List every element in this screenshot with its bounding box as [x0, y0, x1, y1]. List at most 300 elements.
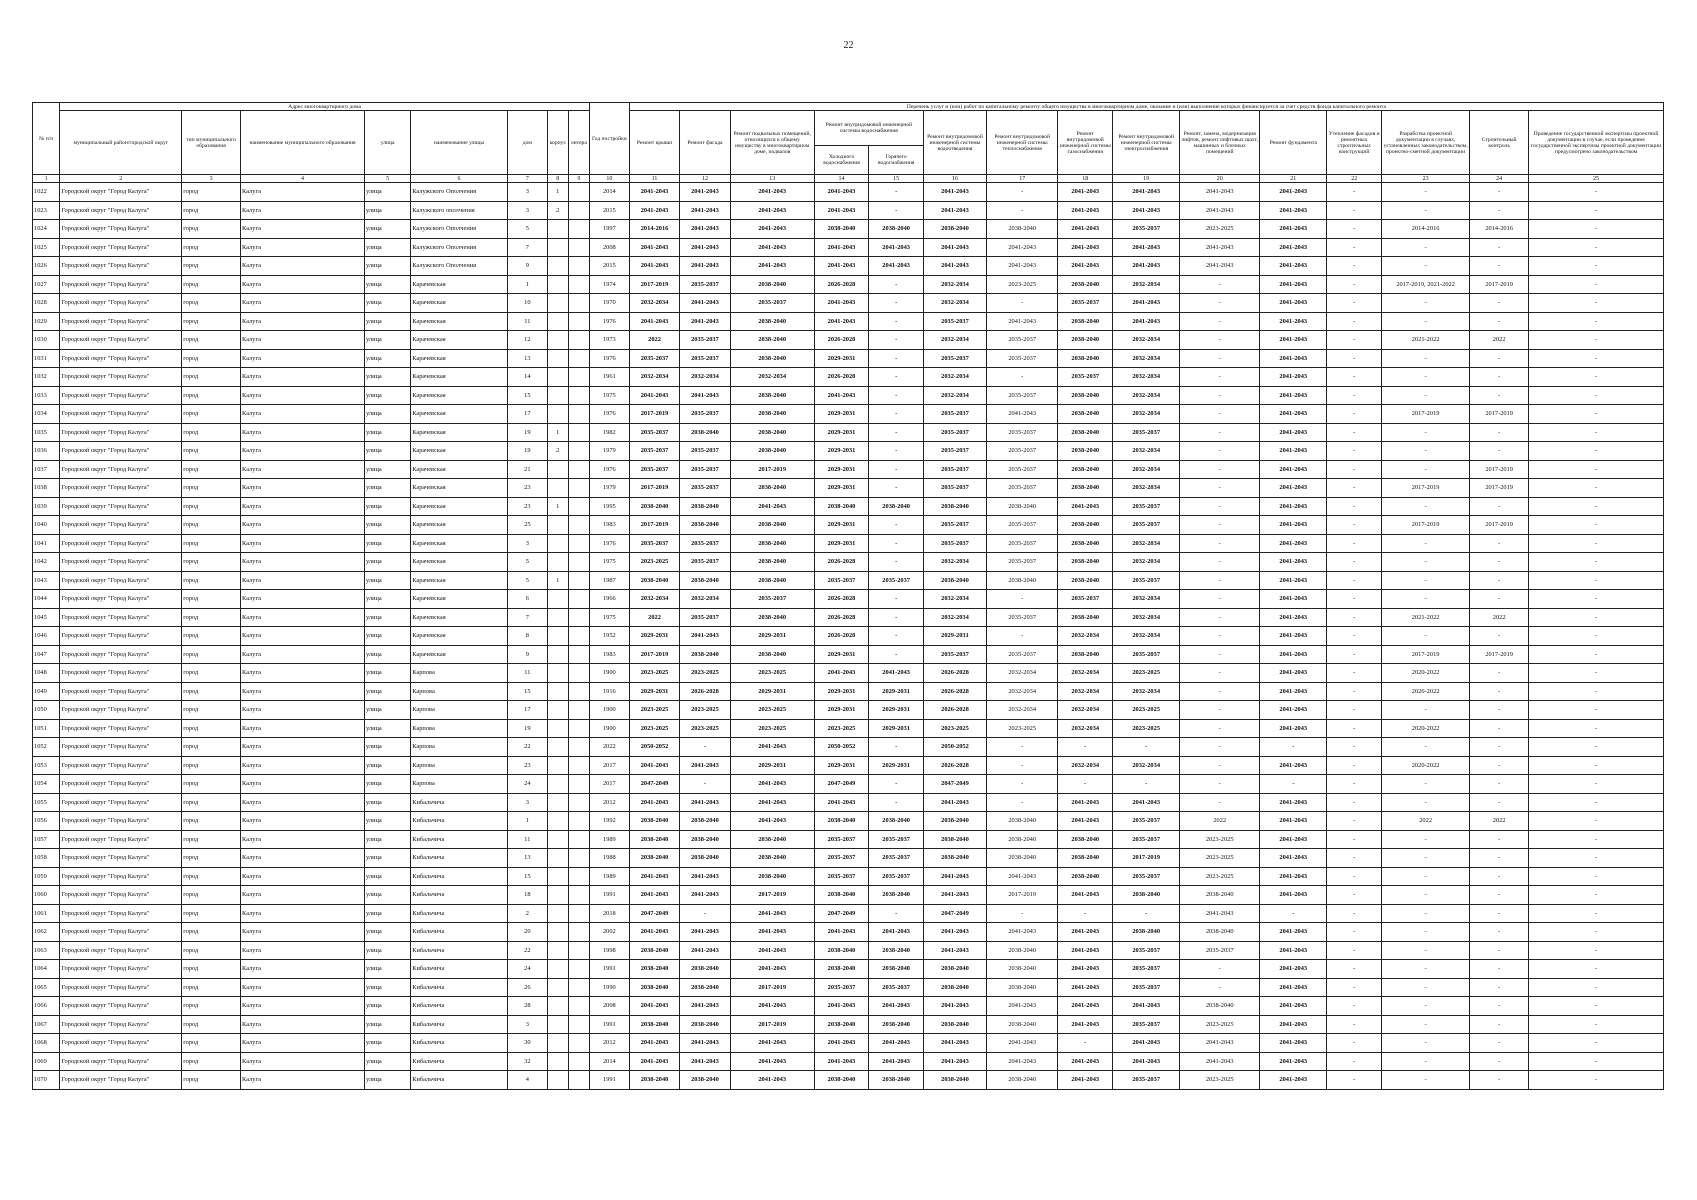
- table-cell: 19: [507, 442, 547, 461]
- table-cell: 2029-2031: [869, 701, 924, 720]
- table-cell: 2041-2043: [1113, 312, 1180, 331]
- table-cell: 2017-2019: [1470, 405, 1529, 424]
- table-cell: 3: [507, 1015, 547, 1034]
- table-cell: -: [987, 368, 1058, 387]
- table-cell: [547, 460, 568, 479]
- column-number: 17: [987, 175, 1058, 183]
- table-cell: -: [1113, 738, 1180, 757]
- table-cell: 2041-2043: [680, 386, 730, 405]
- table-cell: [568, 312, 589, 331]
- table-cell: 2038-2040: [923, 497, 986, 516]
- table-cell: [547, 627, 568, 646]
- table-cell: 2014-2016: [1382, 220, 1470, 239]
- table-cell: [547, 349, 568, 368]
- table-cell: 2035-2037: [680, 405, 730, 424]
- table-cell: 2041-2043: [730, 238, 814, 257]
- table-cell: 2041-2043: [869, 923, 924, 942]
- table-cell: 2035-2037: [987, 386, 1058, 405]
- table-cell: город: [182, 719, 241, 738]
- table-cell: 2041-2043: [629, 793, 679, 812]
- table-cell: -: [1529, 516, 1664, 535]
- table-cell: 2032-2034: [1113, 405, 1180, 424]
- table-cell: [568, 701, 589, 720]
- table-row: [33, 497, 1664, 516]
- table-cell: 1050: [33, 701, 60, 720]
- table-cell: [568, 627, 589, 646]
- table-cell: 2035-2037: [629, 442, 679, 461]
- table-cell: 4: [507, 1071, 547, 1090]
- table-cell: 2038-2040: [680, 978, 730, 997]
- table-cell: город: [182, 756, 241, 775]
- table-cell: 2041-2043: [680, 238, 730, 257]
- table-cell: -: [1180, 793, 1260, 812]
- table-cell: 2041-2043: [1113, 997, 1180, 1016]
- table-cell: 5: [507, 220, 547, 239]
- column-number: 11: [629, 175, 679, 183]
- table-cell: 2035-2037: [923, 479, 986, 498]
- table-cell: город: [182, 627, 241, 646]
- table-cell: город: [182, 590, 241, 609]
- table-cell: 2014: [589, 1052, 629, 1071]
- table-cell: -: [1470, 701, 1529, 720]
- table-cell: 2041-2043: [680, 201, 730, 220]
- table-row: [33, 904, 1664, 923]
- table-cell: 2029-2031: [814, 756, 869, 775]
- table-cell: -: [869, 516, 924, 535]
- table-cell: 2038-2040: [987, 849, 1058, 868]
- table-cell: улица: [364, 645, 410, 664]
- table-cell: город: [182, 238, 241, 257]
- table-cell: -: [1529, 830, 1664, 849]
- table-cell: 1055: [33, 793, 60, 812]
- table-cell: Калуга: [241, 701, 365, 720]
- table-cell: Карачевская: [411, 516, 508, 535]
- table-cell: 2038-2040: [730, 867, 814, 886]
- table-cell: [547, 682, 568, 701]
- table-cell: 2041-2043: [629, 1052, 679, 1071]
- table-row: [33, 775, 1664, 794]
- table-cell: -: [1180, 442, 1260, 461]
- table-cell: [568, 331, 589, 350]
- table-cell: 2041-2043: [1260, 867, 1327, 886]
- table-cell: 2038-2040: [1058, 849, 1113, 868]
- table-cell: 2047-2049: [923, 904, 986, 923]
- table-cell: Городской округ "Город Калуга": [60, 553, 182, 572]
- table-cell: 2041-2043: [680, 1052, 730, 1071]
- table-cell: -: [1529, 1071, 1664, 1090]
- table-cell: -: [1382, 460, 1470, 479]
- table-row: [33, 368, 1664, 387]
- table-cell: 2041-2043: [730, 793, 814, 812]
- table-cell: 2022: [1470, 812, 1529, 831]
- table-cell: -: [987, 904, 1058, 923]
- header-drainage: Ремонт внутридомовой инженерной системы водоотведения: [923, 111, 986, 175]
- table-cell: 2038-2040: [987, 1071, 1058, 1090]
- table-cell: 11: [507, 312, 547, 331]
- table-cell: Городской округ "Город Калуга": [60, 257, 182, 276]
- table-cell: 1976: [589, 405, 629, 424]
- table-cell: город: [182, 738, 241, 757]
- table-cell: 1030: [33, 331, 60, 350]
- table-cell: -: [1327, 941, 1382, 960]
- table-cell: -: [869, 608, 924, 627]
- table-cell: 1: [547, 497, 568, 516]
- table-cell: 2023-2025: [1113, 719, 1180, 738]
- table-cell: 2041-2043: [923, 867, 986, 886]
- column-number: 7: [507, 175, 547, 183]
- table-cell: улица: [364, 812, 410, 831]
- table-cell: -: [869, 553, 924, 572]
- table-cell: -: [1180, 627, 1260, 646]
- table-cell: -: [869, 534, 924, 553]
- table-cell: 2035-2037: [987, 460, 1058, 479]
- table-cell: Городской округ "Город Калуга": [60, 460, 182, 479]
- table-cell: 2035-2037: [987, 516, 1058, 535]
- table-cell: 2041-2043: [923, 201, 986, 220]
- table-cell: 2041-2043: [730, 960, 814, 979]
- table-cell: Калуга: [241, 220, 365, 239]
- table-cell: 2029-2031: [629, 627, 679, 646]
- table-row: [33, 941, 1664, 960]
- table-cell: город: [182, 460, 241, 479]
- table-cell: 12: [507, 331, 547, 350]
- table-cell: 2035-2037: [629, 423, 679, 442]
- table-cell: 2038-2040: [814, 1015, 869, 1034]
- table-cell: -: [1327, 220, 1382, 239]
- table-cell: 2035-2037: [1058, 294, 1113, 313]
- table-cell: -: [1180, 682, 1260, 701]
- table-cell: 2032-2034: [923, 294, 986, 313]
- table-row: [33, 1034, 1664, 1053]
- header-insulation: Утепление фасадов и ремонтных строительных конструкций: [1327, 111, 1382, 175]
- header-design-docs: Разработка проектной документации в случаях, установленных законодательством, проектно-сметной документации: [1382, 111, 1470, 175]
- table-cell: 2041-2043: [1180, 201, 1260, 220]
- table-cell: 2035-2037: [987, 479, 1058, 498]
- header-korpus: корпус: [547, 111, 568, 175]
- table-cell: -: [987, 294, 1058, 313]
- table-cell: 3: [507, 183, 547, 202]
- table-cell: 2017-2019: [987, 886, 1058, 905]
- table-cell: -: [1529, 960, 1664, 979]
- table-cell: город: [182, 220, 241, 239]
- table-cell: 2041-2043: [869, 664, 924, 683]
- table-cell: Городской округ "Город Калуга": [60, 294, 182, 313]
- table-cell: -: [1382, 349, 1470, 368]
- table-cell: -: [1529, 1015, 1664, 1034]
- table-cell: 2041-2043: [1260, 1052, 1327, 1071]
- table-cell: -: [1180, 497, 1260, 516]
- table-cell: [568, 904, 589, 923]
- table-cell: -: [1470, 571, 1529, 590]
- table-cell: Карачевская: [411, 497, 508, 516]
- table-cell: Калуга: [241, 386, 365, 405]
- table-cell: 2041-2043: [1113, 257, 1180, 276]
- table-cell: улица: [364, 793, 410, 812]
- table-cell: [568, 571, 589, 590]
- table-cell: 9: [507, 257, 547, 276]
- table-cell: Карачевская: [411, 294, 508, 313]
- table-cell: 2041-2043: [923, 793, 986, 812]
- table-cell: 1061: [33, 904, 60, 923]
- table-cell: 2014-2016: [1470, 220, 1529, 239]
- table-cell: Калуга: [241, 1071, 365, 1090]
- table-cell: 2038-2040: [987, 960, 1058, 979]
- table-cell: [547, 664, 568, 683]
- table-cell: 17: [507, 701, 547, 720]
- table-cell: -: [1470, 756, 1529, 775]
- table-cell: 2041-2043: [730, 1052, 814, 1071]
- table-cell: 1047: [33, 645, 60, 664]
- table-cell: -: [869, 460, 924, 479]
- table-cell: 2038-2040: [987, 1015, 1058, 1034]
- table-cell: 2008: [589, 997, 629, 1016]
- table-cell: 2041-2043: [730, 941, 814, 960]
- table-cell: 2038-2040: [730, 534, 814, 553]
- table-cell: -: [1382, 238, 1470, 257]
- table-cell: 3: [507, 534, 547, 553]
- table-cell: 2032-2034: [923, 368, 986, 387]
- table-cell: [568, 220, 589, 239]
- table-cell: -: [1327, 349, 1382, 368]
- table-cell: -: [1327, 923, 1382, 942]
- table-cell: 1976: [589, 312, 629, 331]
- table-cell: 1034: [33, 405, 60, 424]
- table-cell: 5: [507, 571, 547, 590]
- table-cell: Калуга: [241, 368, 365, 387]
- table-cell: 2041-2043: [1058, 941, 1113, 960]
- table-cell: улица: [364, 238, 410, 257]
- table-cell: Городской округ "Город Калуга": [60, 479, 182, 498]
- column-number: 8: [547, 175, 568, 183]
- table-cell: 15: [507, 867, 547, 886]
- table-cell: 2035-2037: [680, 442, 730, 461]
- table-cell: 2038-2040: [629, 978, 679, 997]
- table-cell: 1054: [33, 775, 60, 794]
- table-row: [33, 997, 1664, 1016]
- table-row: [33, 349, 1664, 368]
- table-cell: Калуга: [241, 516, 365, 535]
- table-row: [33, 719, 1664, 738]
- table-cell: 2041-2043: [730, 812, 814, 831]
- table-cell: -: [1470, 238, 1529, 257]
- table-cell: 2026-2028: [923, 701, 986, 720]
- table-cell: 2038-2040: [987, 978, 1058, 997]
- table-cell: 2038-2040: [1058, 830, 1113, 849]
- table-cell: 2023-2025: [1180, 849, 1260, 868]
- column-number: 24: [1470, 175, 1529, 183]
- table-cell: Калуга: [241, 645, 365, 664]
- table-cell: город: [182, 960, 241, 979]
- table-cell: Калужского ополчения: [411, 201, 508, 220]
- table-cell: 2038-2040: [629, 960, 679, 979]
- table-row: [33, 960, 1664, 979]
- table-cell: улица: [364, 719, 410, 738]
- table-cell: 2032-2034: [923, 275, 986, 294]
- table-cell: -: [1058, 904, 1113, 923]
- table-cell: Карачевская: [411, 312, 508, 331]
- table-cell: -: [1327, 423, 1382, 442]
- table-cell: 1979: [589, 442, 629, 461]
- table-cell: Калуга: [241, 275, 365, 294]
- table-cell: город: [182, 479, 241, 498]
- table-cell: 1056: [33, 812, 60, 831]
- table-cell: 2029-2031: [814, 442, 869, 461]
- header-hot-water: Горячего водоснабжения: [869, 146, 924, 175]
- table-cell: 22: [507, 941, 547, 960]
- table-cell: -: [1529, 941, 1664, 960]
- table-cell: 2035-2037: [1058, 590, 1113, 609]
- table-cell: 2017-2019: [1113, 849, 1180, 868]
- table-cell: -: [1180, 368, 1260, 387]
- table-row: [33, 183, 1664, 202]
- table-cell: -: [1529, 497, 1664, 516]
- table-cell: 1991: [589, 886, 629, 905]
- table-cell: город: [182, 849, 241, 868]
- table-cell: -: [987, 738, 1058, 757]
- table-cell: 2041-2043: [1260, 997, 1327, 1016]
- table-cell: 1065: [33, 978, 60, 997]
- table-cell: 2038-2040: [730, 571, 814, 590]
- table-cell: Городской округ "Город Калуга": [60, 497, 182, 516]
- table-cell: город: [182, 886, 241, 905]
- table-cell: Городской округ "Город Калуга": [60, 978, 182, 997]
- table-cell: [547, 701, 568, 720]
- table-cell: 1049: [33, 682, 60, 701]
- table-cell: 2: [547, 201, 568, 220]
- table-cell: 2047-2049: [923, 775, 986, 794]
- table-cell: Городской округ "Город Калуга": [60, 571, 182, 590]
- table-cell: улица: [364, 849, 410, 868]
- table-cell: 2041-2043: [987, 923, 1058, 942]
- table-cell: -: [1529, 719, 1664, 738]
- table-cell: -: [1529, 738, 1664, 757]
- table-cell: -: [1382, 553, 1470, 572]
- table-cell: 2050-2052: [923, 738, 986, 757]
- table-cell: -: [1470, 682, 1529, 701]
- table-cell: 2023-2025: [730, 701, 814, 720]
- table-cell: -: [987, 793, 1058, 812]
- table-cell: город: [182, 497, 241, 516]
- table-cell: 2038-2040: [680, 645, 730, 664]
- table-cell: город: [182, 830, 241, 849]
- table-cell: 2041-2043: [680, 941, 730, 960]
- table-cell: 2038-2040: [987, 941, 1058, 960]
- table-cell: 2035-2037: [1113, 423, 1180, 442]
- table-cell: -: [1529, 571, 1664, 590]
- table-cell: 2041-2043: [629, 867, 679, 886]
- table-cell: Городской округ "Город Калуга": [60, 312, 182, 331]
- table-cell: [568, 960, 589, 979]
- table-cell: 2041-2043: [1260, 553, 1327, 572]
- table-cell: 1043: [33, 571, 60, 590]
- table-cell: Калуга: [241, 331, 365, 350]
- table-cell: 2038-2040: [1058, 423, 1113, 442]
- table-cell: 2023-2025: [680, 701, 730, 720]
- table-cell: 1976: [589, 349, 629, 368]
- table-cell: Калуга: [241, 664, 365, 683]
- table-cell: -: [1529, 701, 1664, 720]
- table-cell: [547, 553, 568, 572]
- table-cell: 2026-2028: [814, 553, 869, 572]
- table-cell: 2022: [1180, 812, 1260, 831]
- table-cell: -: [1382, 923, 1470, 942]
- table-cell: 2032-2034: [1113, 553, 1180, 572]
- table-row: [33, 756, 1664, 775]
- table-cell: 2041-2043: [814, 793, 869, 812]
- table-cell: 2035-2037: [1113, 960, 1180, 979]
- table-cell: город: [182, 867, 241, 886]
- table-cell: Карачевская: [411, 349, 508, 368]
- table-cell: Калуга: [241, 479, 365, 498]
- table-cell: 2041-2043: [1260, 423, 1327, 442]
- table-cell: город: [182, 701, 241, 720]
- table-cell: -: [1327, 904, 1382, 923]
- table-cell: 2029-2031: [814, 645, 869, 664]
- table-cell: 2038-2040: [923, 220, 986, 239]
- table-cell: [568, 516, 589, 535]
- table-cell: [568, 719, 589, 738]
- table-cell: 2017: [589, 756, 629, 775]
- table-row: [33, 460, 1664, 479]
- table-cell: -: [1180, 275, 1260, 294]
- table-cell: 2035-2037: [680, 553, 730, 572]
- table-cell: Городской округ "Город Калуга": [60, 1071, 182, 1090]
- table-row: [33, 1071, 1664, 1090]
- table-cell: -: [1470, 627, 1529, 646]
- table-cell: 2035-2037: [814, 849, 869, 868]
- header-cold-water: Холодного водоснабжения: [814, 146, 869, 175]
- table-cell: 3: [507, 793, 547, 812]
- table-cell: 1: [507, 275, 547, 294]
- table-cell: город: [182, 812, 241, 831]
- table-cell: -: [869, 368, 924, 387]
- table-cell: 1992: [589, 812, 629, 831]
- table-cell: 2035-2037: [680, 275, 730, 294]
- table-cell: 2038-2040: [923, 849, 986, 868]
- table-cell: [547, 1052, 568, 1071]
- table-cell: 2038-2040: [629, 571, 679, 590]
- table-cell: город: [182, 442, 241, 461]
- table-cell: -: [1382, 849, 1470, 868]
- table-cell: [568, 830, 589, 849]
- table-cell: 2038-2040: [730, 331, 814, 350]
- table-cell: 2041-2043: [1260, 534, 1327, 553]
- table-cell: 2041-2043: [814, 312, 869, 331]
- table-cell: 2041-2043: [1180, 238, 1260, 257]
- table-cell: 2041-2043: [869, 238, 924, 257]
- table-cell: улица: [364, 627, 410, 646]
- table-cell: 2041-2043: [814, 257, 869, 276]
- table-cell: -: [1382, 1052, 1470, 1071]
- table-cell: 18: [507, 886, 547, 905]
- table-cell: -: [869, 904, 924, 923]
- table-cell: 2035-2037: [869, 830, 924, 849]
- table-cell: 2041-2043: [1113, 793, 1180, 812]
- table-cell: -: [1180, 553, 1260, 572]
- table-cell: Городской округ "Город Калуга": [60, 830, 182, 849]
- table-cell: [568, 349, 589, 368]
- table-cell: Калуга: [241, 978, 365, 997]
- table-cell: Карпова: [411, 682, 508, 701]
- table-cell: [568, 997, 589, 1016]
- table-cell: -: [1327, 294, 1382, 313]
- table-cell: 13: [507, 349, 547, 368]
- table-cell: улица: [364, 516, 410, 535]
- table-cell: 2041-2043: [629, 386, 679, 405]
- table-cell: улица: [364, 738, 410, 757]
- table-cell: город: [182, 1052, 241, 1071]
- table-cell: -: [1382, 497, 1470, 516]
